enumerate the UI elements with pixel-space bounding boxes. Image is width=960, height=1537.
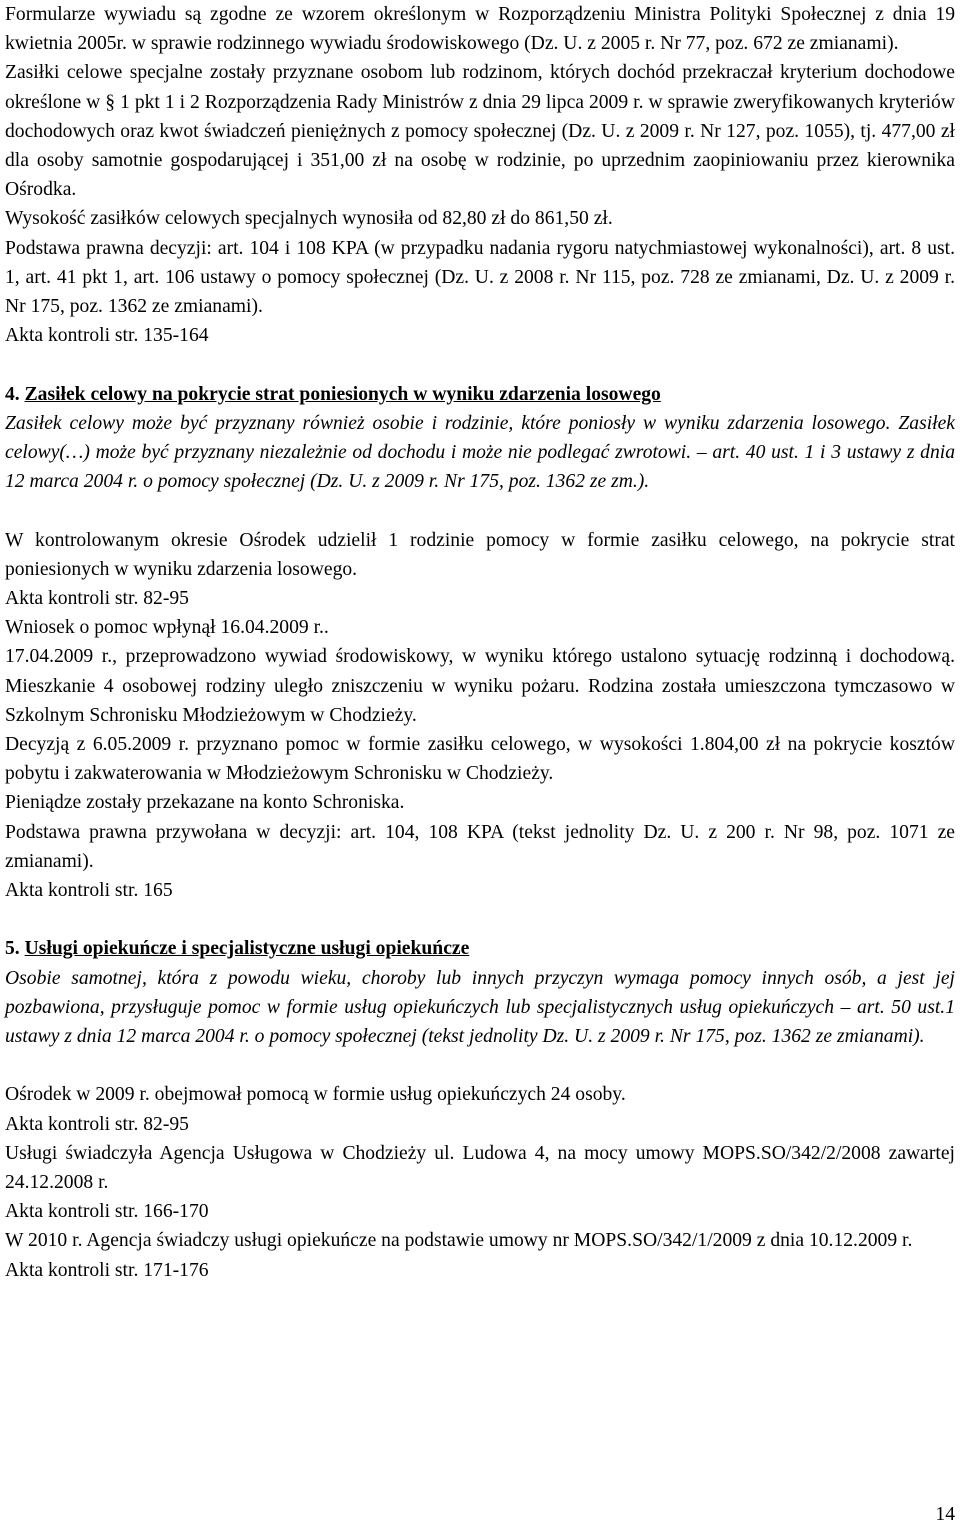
paragraph-controlled-period: W kontrolowanym okresie Ośrodek udzielił 1 rodzinie pomocy w formie zasiłku celowego, na pokrycie strat poniesionych w wyniku zdarzenia losowego. bbox=[5, 529, 955, 580]
section-number: 5. bbox=[5, 938, 25, 960]
records-reference: Akta kontroli str. 82-95 bbox=[5, 1113, 189, 1135]
section-heading-4 bbox=[5, 380, 955, 409]
paragraph-text: Zasiłki celowe specjalne zostały przyznane osobom lub rodzinom, których dochód przekraczał kryterium dochodowe określone w bbox=[5, 62, 955, 113]
legal-quote-5: Osobie samotnej, która z powodu wieku, choroby lub innych przyczyn wymaga pomocy innych osób, a jest jej pozbawiona, przysługuje pomoc w formie usług opiekuńczych lub specjalistycznych usług opiekuńczych – art. 50 ust.1 ustawy z dnia 12 marca 2004 r. o pomocy społecznej (tekst jednolity Dz. U. z 2009 r. Nr 175, poz. 1362 ze zmianami). bbox=[5, 967, 955, 1048]
paragraph-interview: 17.04.2009 r., przeprowadzono wywiad środowiskowy, w wyniku którego ustalono sytuację rodzinną i dochodową. Mieszkanie 4 osobowej rodziny uległo zniszczeniu w wyniku pożaru. Rodzina została umieszczona tymczasowo w Szkolnym Schronisku Młodzieżowym w Chodzieży. bbox=[5, 646, 955, 726]
paragraph-transfer: Pieniądze zostały przekazane na konto Schroniska. bbox=[5, 792, 405, 814]
records-reference: Akta kontroli str. 82-95 bbox=[5, 588, 189, 610]
section-title: Usługi opiekuńcze i specjalistyczne usługi opiekuńcze bbox=[24, 938, 470, 960]
paragraph-allowance-amounts: Wysokość zasiłków celowych specjalnych wynosiła od 82,80 zł do 861,50 zł. bbox=[5, 208, 613, 230]
section-sign: § bbox=[105, 91, 116, 113]
section-title: Zasiłek celowy na pokrycie strat poniesionych w wyniku zdarzenia losowego bbox=[24, 383, 661, 405]
records-reference: Akta kontroli str. 165 bbox=[5, 880, 173, 902]
records-reference: Akta kontroli str. 135-164 bbox=[5, 325, 209, 347]
page-number: 14 bbox=[935, 1504, 955, 1525]
paragraph-care-services-count: Ośrodek w 2009 r. obejmował pomocą w formie usług opiekuńczych 24 osoby. bbox=[5, 1084, 626, 1106]
legal-quote-4: Zasiłek celowy może być przyznany również osobie i rodzinie, które poniosły w wyniku zdarzenia losowego. Zasiłek celowy(…) może być przyznany niezależnie od dochodu i może nie podlegać zwrotowi. – art. 40 ust. 1 i 3 ustawy z dnia 12 marca 2004 r. o pomocy społecznej (Dz. U. z 2009 r. Nr 175, poz. 1362 ze zm.). bbox=[5, 412, 955, 493]
paragraph-text: 1 pkt 1 i 2 Rozporządzenia Rady Ministrów z dnia 29 lipca 2009 r. w sprawie zweryfikowanych kryteriów dochodowych oraz kwot świadczeń pieniężnych z pomocy społecznej (Dz. U. z 2009 r. Nr 127, poz. 1055), tj. 477,00 zł dla osoby samotnie gospodarującej i 351,00 zł na osobę w rodzinie, po uprzednim zaopiniowaniu przez kierownika Ośrodka. bbox=[5, 91, 955, 201]
section-number: 4. bbox=[5, 383, 25, 405]
paragraph-special-allowances bbox=[5, 58, 955, 204]
paragraph-service-provider: Usługi świadczyła Agencja Usługowa w Chodzieży ul. Ludowa 4, na mocy umowy MOPS.SO/342/2/2008 zawartej 24.12.2008 r. bbox=[5, 1142, 955, 1194]
paragraph-decision: Decyzją z 6.05.2009 r. przyznano pomoc w formie zasiłku celowego, w wysokości 1.804,00 zł na pokrycie kosztów pobytu i zakwaterowania w Młodzieżowym Schronisku w Chodzieży. bbox=[5, 734, 955, 785]
records-reference: Akta kontroli str. 171-176 bbox=[5, 1259, 209, 1281]
paragraph-legal-basis: Podstawa prawna decyzji: art. 104 i 108 KPA (w przypadku nadania rygoru natychmiastowej wykonalności), art. 8 ust. 1, art. 41 pkt 1, art. 106 ustawy o pomocy społecznej (Dz. U. z 2008 r. Nr 115, poz. 728 ze zmianami, Dz. U. z 2009 r. Nr 175, poz. 1362 ze zmianami). bbox=[5, 237, 955, 318]
document-page bbox=[5, 0, 955, 1285]
paragraph-decision-legal-basis: Podstawa prawna przywołana w decyzji: art. 104, 108 KPA (tekst jednolity Dz. U. z 200 r. Nr 98, poz. 1071 ze zmianami). bbox=[5, 821, 955, 872]
records-reference: Akta kontroli str. 166-170 bbox=[5, 1201, 209, 1223]
section-heading-5 bbox=[5, 934, 955, 963]
paragraph-interview-forms: Formularze wywiadu są zgodne ze wzorem określonym w Rozporządzeniu Ministra Polityki Społecznej z dnia 19 kwietnia 2005r. w sprawie rodzinnego wywiadu środowiskowego (Dz. U. z 2005 r. Nr 77, poz. 672 ze zmianami). bbox=[5, 4, 955, 55]
paragraph-application: Wniosek o pomoc wpłynął 16.04.2009 r.. bbox=[5, 617, 329, 639]
paragraph-2010-services: W 2010 r. Agencja świadczy usługi opiekuńcze na podstawie umowy nr MOPS.SO/342/1/2009 z dnia 10.12.2009 r. bbox=[5, 1230, 913, 1252]
